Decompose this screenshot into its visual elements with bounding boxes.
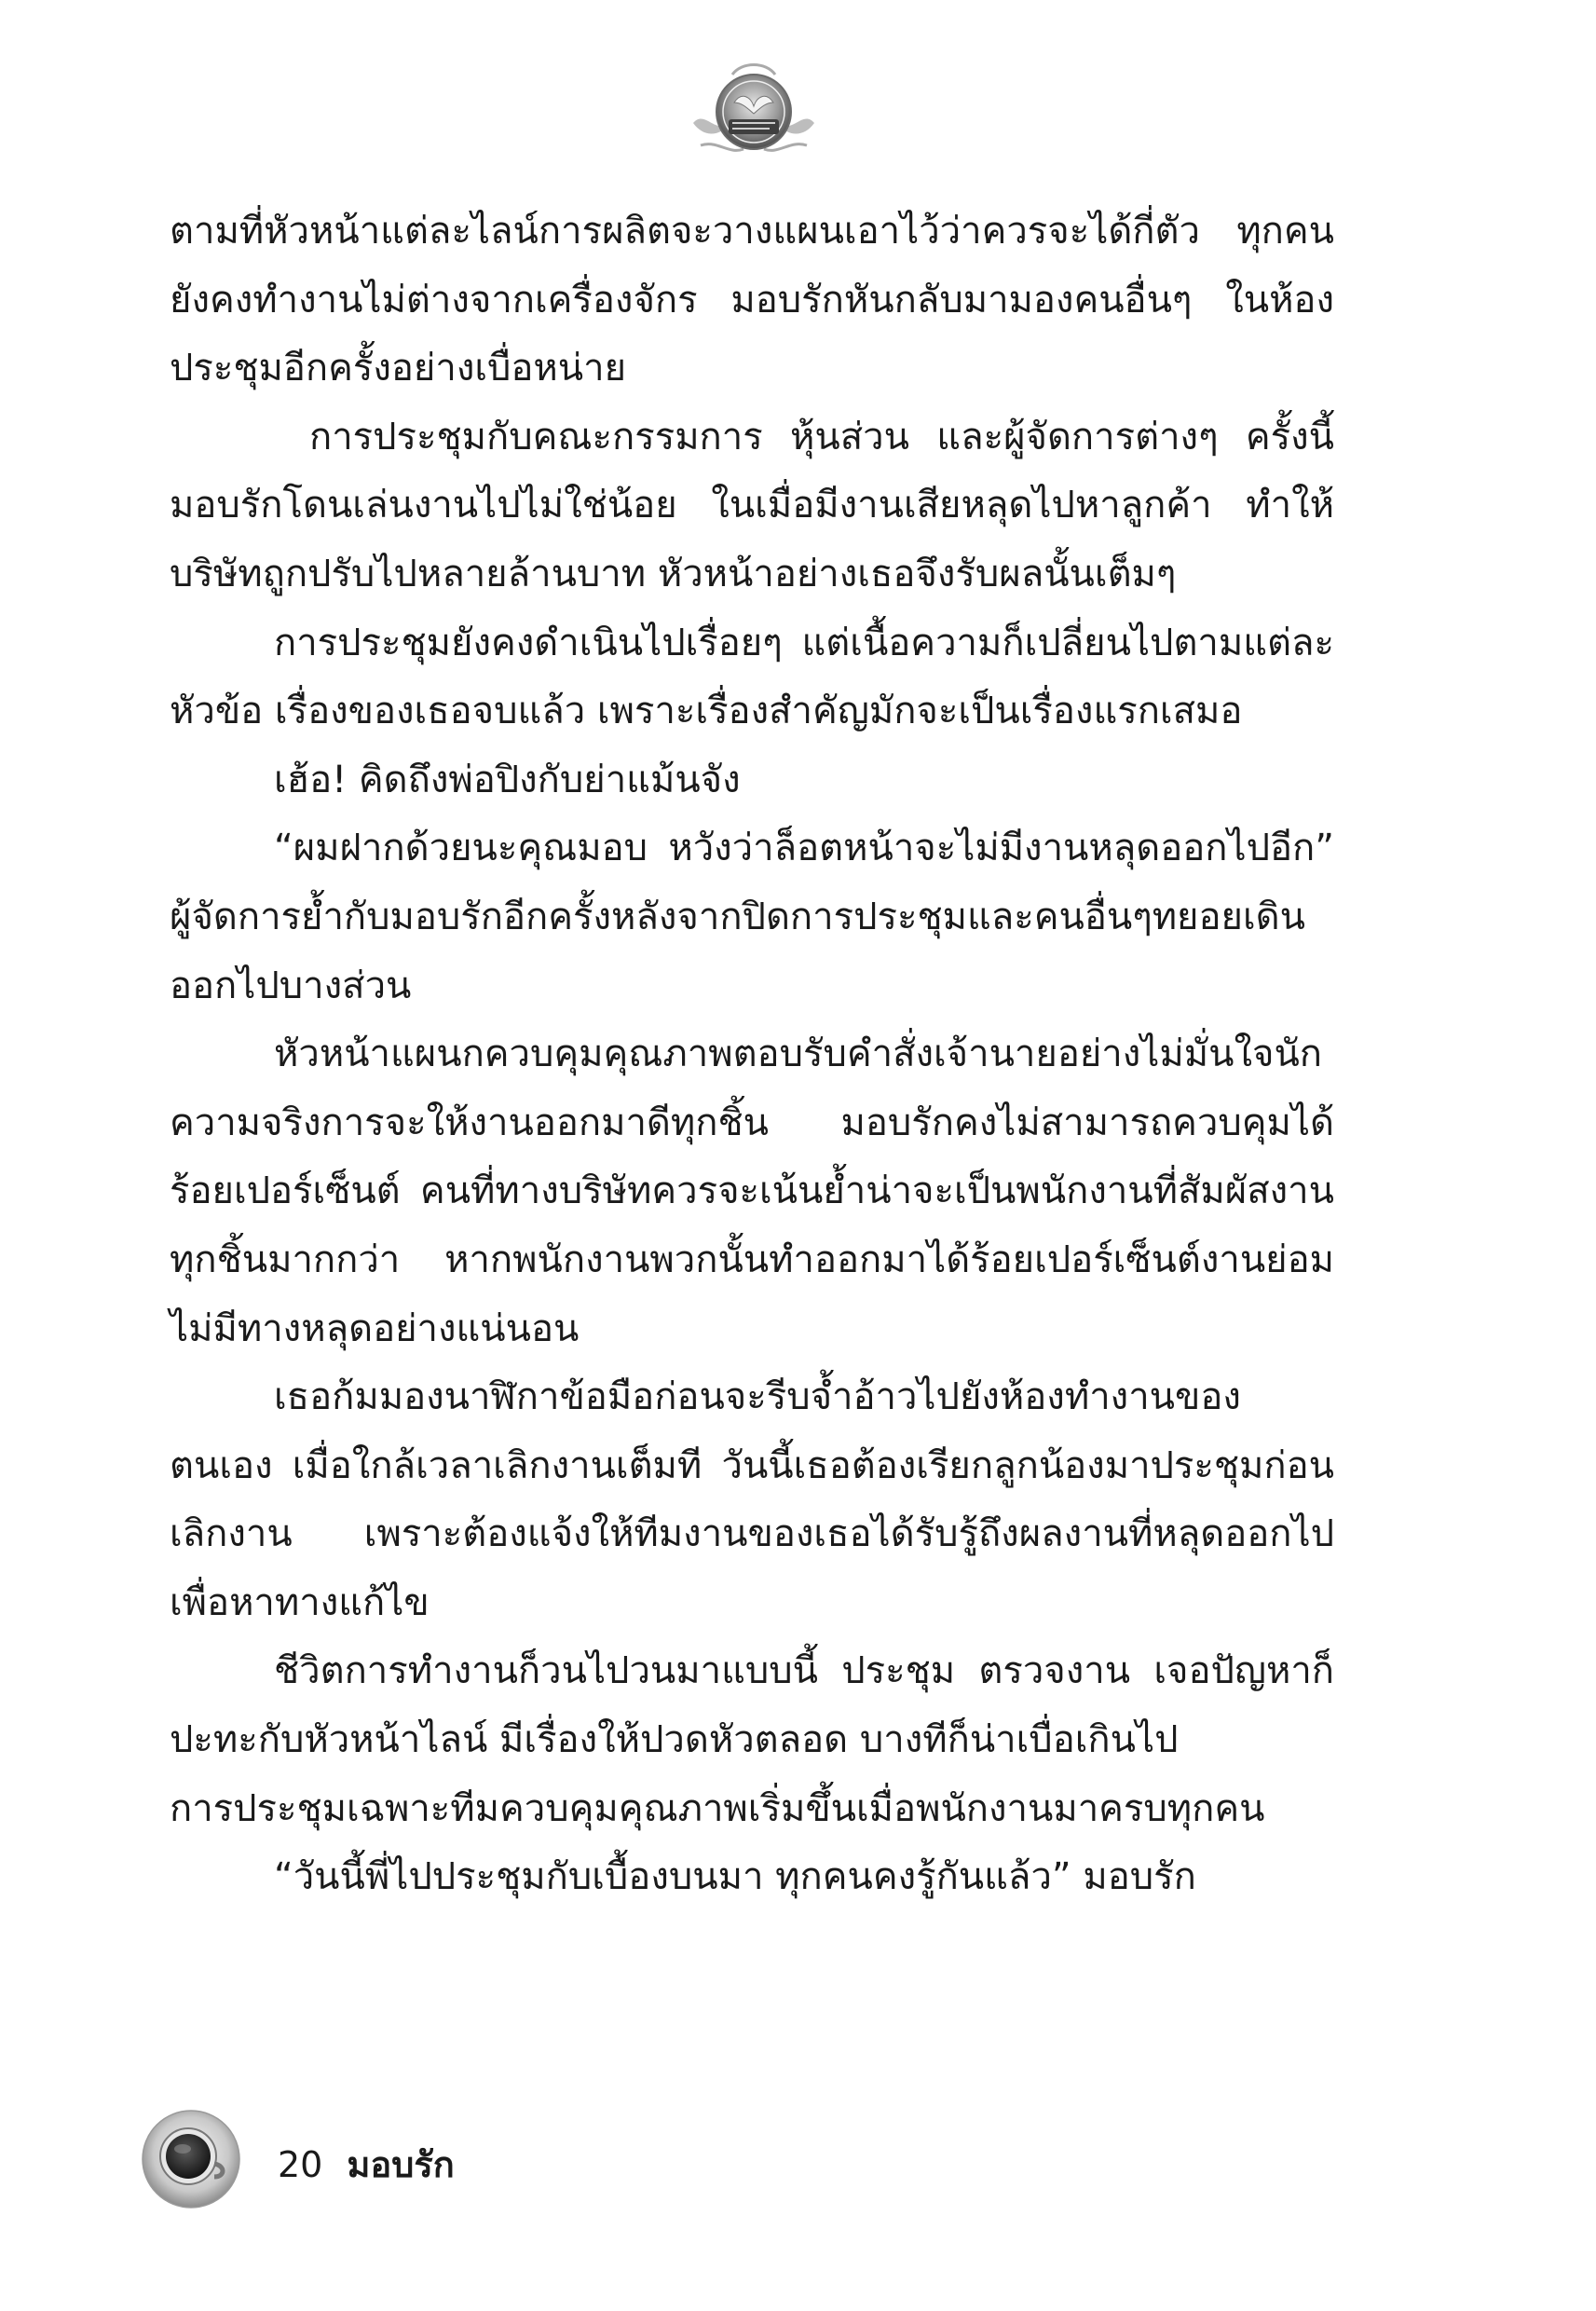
paragraph: เธอก้มมองนาฬิกาข้อมือก่อนจะรีบจ้ำอ้าวไปยังห้องทำงานของตนเอง เมื่อใกล้เวลาเลิกงานเต็มที วันนี้เธอต้องเรียกลูกน้องมาประชุมก่อนเลิกงาน เพราะต้องแจ้งให้ทีมงานของเธอได้รับรู้ถึงผลงานที่หลุดออกไป เพื่อหาทางแก้ไข	[170, 1375, 1334, 1624]
paragraph: หัวหน้าแผนกควบคุมคุณภาพตอบรับคำสั่งเจ้านายอย่างไม่มั่นใจนักความจริงการจะให้งานออกมาดีทุกชิ้น มอบรักคงไม่สามารถควบคุมได้ร้อยเปอร์เซ็นต์ คนที่ทางบริษัทควรจะเน้นย้ำน่าจะเป็นพนักงานที่สัมผัสงานทุกชิ้นมากกว่า หากพนักงานพวกนั้นทำออกมาได้ร้อยเปอร์เซ็นต์งานย่อมไม่มีทางหลุดอย่างแน่นอน	[170, 1032, 1334, 1350]
publisher-emblem-icon	[676, 54, 831, 170]
page-footer	[140, 2108, 792, 2210]
paragraph: ตามที่หัวหน้าแต่ละไลน์การผลิตจะวางแผนเอาไว้ว่าควรจะได้กี่ตัว ทุกคนยังคงทำงานไม่ต่างจากเครื่องจักร มอบรักหันกลับมามองคนอื่นๆ ในห้องประชุมอีกครั้งอย่างเบื่อหน่าย	[170, 210, 1334, 390]
running-title: มอบรัก	[347, 2144, 455, 2185]
page-number: 20	[278, 2144, 323, 2185]
paragraph: การประชุมเฉพาะทีมควบคุมคุณภาพเริ่มขึ้นเมื่อพนักงานมาครบทุกคน	[170, 1786, 1265, 1830]
paragraph: “วันนี้พี่ไปประชุมกับเบื้องบนมา ทุกคนคงรู้กันแล้ว” มอบรัก	[274, 1855, 1196, 1899]
paragraph: การประชุมยังคงดำเนินไปเรื่อยๆ แต่เนื้อความก็เปลี่ยนไปตามแต่ละหัวข้อ เรื่องของเธอจบแล้ว เพราะเรื่องสำคัญมักจะเป็นเรื่องแรกเสมอ	[170, 621, 1334, 733]
coffee-cup-icon	[140, 2108, 242, 2210]
paragraph: ชีวิตการทำงานก็วนไปวนมาแบบนี้ ประชุม ตรวจงาน เจอปัญหาก็ปะทะกับหัวหน้าไลน์ มีเรื่องให้ปวดหัวตลอด บางทีก็น่าเบื่อเกินไป	[170, 1649, 1334, 1762]
body-text	[170, 198, 1334, 1912]
paragraph: “ผมฝากด้วยนะคุณมอบ หวังว่าล็อตหน้าจะไม่มีงานหลุดออกไปอีก” ผู้จัดการย้ำกับมอบรักอีกครั้งหลังจากปิดการประชุมและคนอื่นๆทยอยเดินออกไปบางส่วน	[170, 827, 1334, 1007]
paragraph: เฮ้อ! คิดถึงพ่อปิงกับย่าแม้นจัง	[274, 758, 741, 801]
paragraph: การประชุมกับคณะกรรมการ หุ้นส่วน และผู้จัดการต่างๆ ครั้งนี้มอบรักโดนเล่นงานไปไม่ใช่น้อย ในเมื่อมีงานเสียหลุดไปหาลูกค้า ทำให้บริษัทถูกปรับไปหลายล้านบาท หัวหน้าอย่างเธอจึงรับผลนั้นเต็มๆ	[170, 415, 1334, 595]
